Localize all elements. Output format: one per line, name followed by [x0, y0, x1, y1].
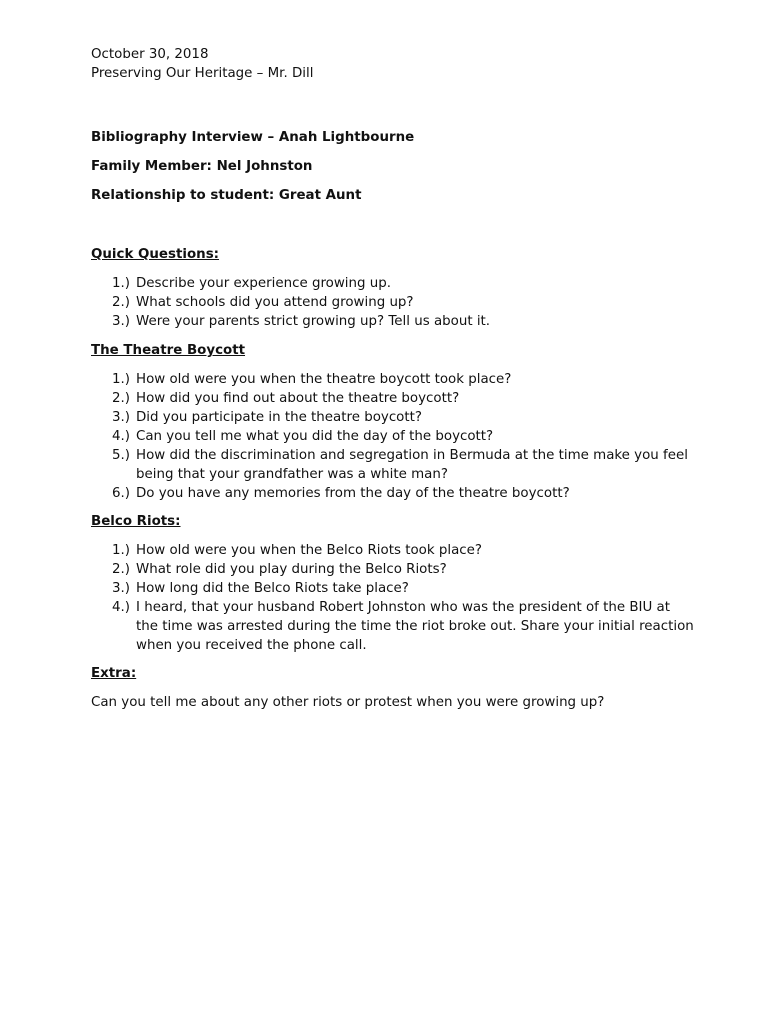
item-number: 4.) [112, 600, 131, 615]
item-text: I heard, that your husband Robert Johnston who was the president of the BIU at the time was arrested during the time the riot broke out. Share your initial reaction when you received the phone call. [136, 600, 694, 653]
item-text: Were your parents strict growing up? Tell us about it. [136, 314, 491, 329]
list-item [112, 598, 696, 655]
item-number: 2.) [112, 295, 131, 310]
list-item [112, 312, 696, 331]
belco-riots-list [112, 541, 696, 655]
list-item [112, 579, 696, 598]
course-name: Preserving Our Heritage – Mr. Dill [91, 66, 314, 81]
section-heading-belco-riots: Belco Riots: [91, 514, 181, 529]
item-text: Do you have any memories from the day of the theatre boycott? [136, 486, 570, 501]
theatre-boycott-list [112, 370, 696, 503]
list-item [112, 427, 696, 446]
list-item [112, 541, 696, 560]
item-number: 6.) [112, 486, 131, 501]
list-item [112, 446, 696, 484]
item-text: Did you participate in the theatre boycott? [136, 410, 422, 425]
interview-title: Bibliography Interview – Anah Lightbourne [91, 130, 415, 145]
item-text: How old were you when the theatre boycott took place? [136, 372, 512, 387]
item-number: 3.) [112, 314, 131, 329]
extra-question: Can you tell me about any other riots or protest when you were growing up? [91, 695, 605, 710]
document-date: October 30, 2018 [91, 47, 209, 62]
section-heading-extra: Extra: [91, 666, 137, 681]
item-text: What role did you play during the Belco Riots? [136, 562, 447, 577]
item-text: Can you tell me what you did the day of the boycott? [136, 429, 494, 444]
item-number: 3.) [112, 581, 131, 596]
list-item [112, 370, 696, 389]
item-number: 2.) [112, 391, 131, 406]
item-text: How did the discrimination and segregation in Bermuda at the time make you feel being that your grandfather was a white man? [136, 448, 688, 482]
section-heading-theatre-boycott: The Theatre Boycott [91, 343, 246, 358]
list-item [112, 293, 696, 312]
item-number: 1.) [112, 543, 131, 558]
family-member: Family Member: Nel Johnston [91, 159, 313, 174]
list-item [112, 560, 696, 579]
list-item [112, 408, 696, 427]
item-text: How did you find out about the theatre boycott? [136, 391, 460, 406]
item-number: 1.) [112, 276, 131, 291]
item-text: Describe your experience growing up. [136, 276, 392, 291]
item-text: How long did the Belco Riots take place? [136, 581, 409, 596]
item-number: 4.) [112, 429, 131, 444]
list-item [112, 389, 696, 408]
relationship: Relationship to student: Great Aunt [91, 188, 362, 203]
section-heading-quick-questions: Quick Questions: [91, 247, 220, 262]
item-number: 2.) [112, 562, 131, 577]
item-text: What schools did you attend growing up? [136, 295, 414, 310]
item-number: 5.) [112, 448, 131, 463]
item-number: 3.) [112, 410, 131, 425]
list-item [112, 274, 696, 293]
item-number: 1.) [112, 372, 131, 387]
item-text: How old were you when the Belco Riots took place? [136, 543, 482, 558]
list-item [112, 484, 696, 503]
quick-questions-list [112, 274, 696, 331]
